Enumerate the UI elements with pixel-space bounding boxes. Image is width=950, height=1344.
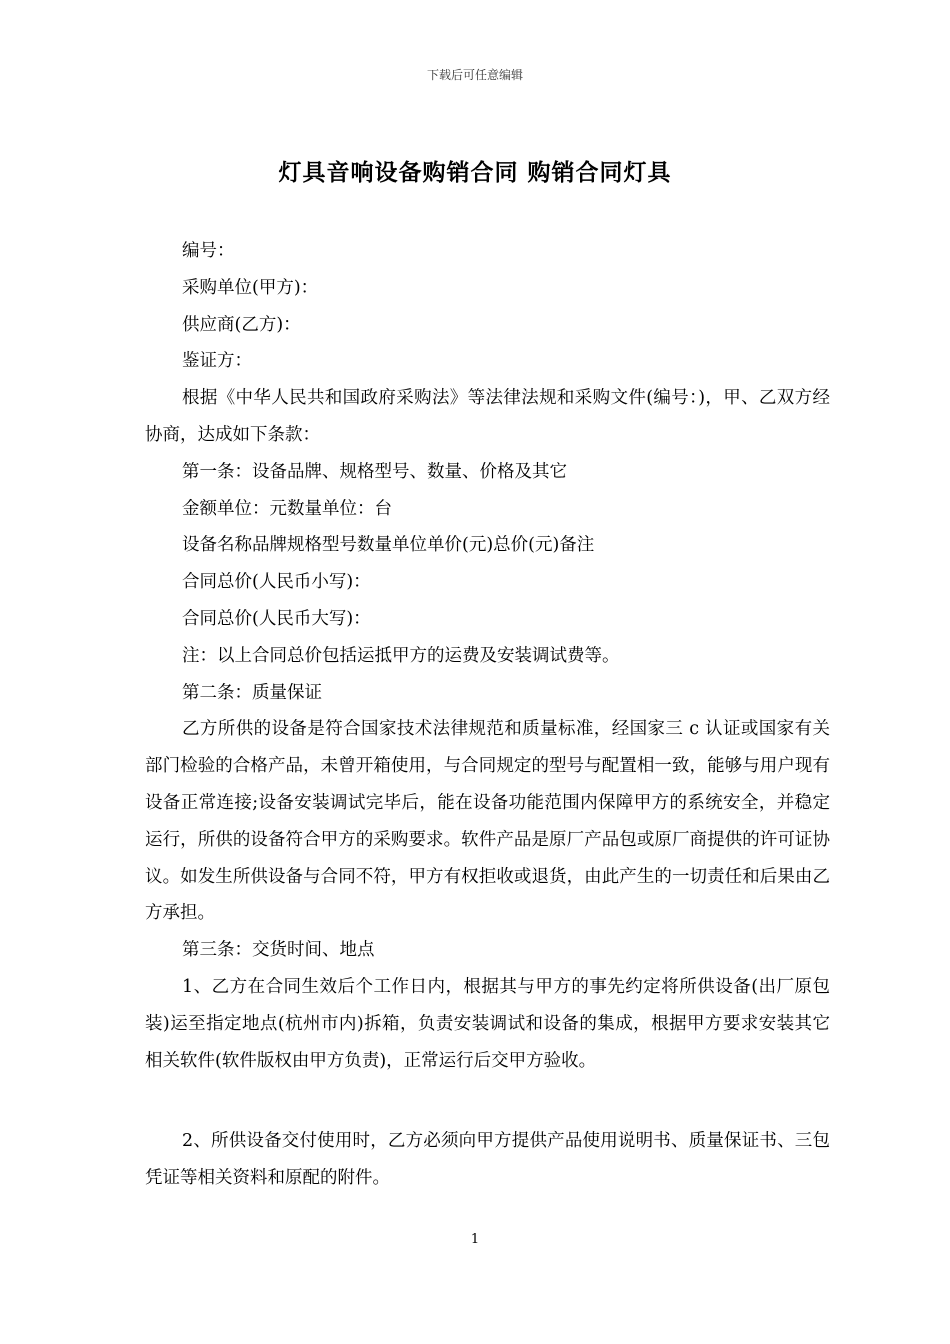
article-2-heading: 第二条：质量保证	[182, 682, 322, 703]
buyer-line: 采购单位(甲方)：	[182, 277, 319, 298]
quality-paragraph: 乙方所供的设备是符合国家技术法律规范和质量标准，经国家三 c 认证或国家有关部门检验的合格产品，未曾开箱使用，与合同规定的型号与配置相一致，能够与用户现有设备正常连接;设备安装调试完毕后，能在设备功能范围内保障甲方的系统安全，并稳定运行，所供的设备符合甲方的采购要求。软件产品是原厂产品包或原厂商提供的许可证协议。如发生所供设备与合同不符，甲方有权拒收或退货，由此产生的一切责任和后果由乙方承担。	[145, 719, 830, 924]
intro-paragraph: 根据《中华人民共和国政府采购法》等法律法规和采购文件(编号：)，甲、乙双方经协商，达成如下条款：	[145, 388, 830, 445]
page-number: 1	[470, 1232, 480, 1247]
total-lowercase-line: 合同总价(人民币小写)：	[182, 572, 371, 593]
header-note: 下载后可任意编辑	[426, 68, 523, 82]
units-line: 金额单位：元数量单位：台	[182, 498, 392, 519]
total-uppercase-line: 合同总价(人民币大写)：	[182, 608, 371, 629]
contract-number-line: 编号：	[182, 241, 235, 261]
article-1-heading: 第一条：设备品牌、规格型号、数量、价格及其它	[182, 461, 567, 482]
notary-line: 鉴证方：	[182, 351, 252, 372]
article-3-heading: 第三条：交货时间、地点	[182, 940, 375, 961]
document-title: 灯具音响设备购销合同 购销合同灯具	[278, 159, 672, 186]
columns-line: 设备名称品牌规格型号数量单位单价(元)总价(元)备注	[182, 535, 595, 556]
delivery-paragraph-1: 1、乙方在合同生效后个工作日内，根据其与甲方的事先约定将所供设备(出厂原包装)运至指定地点(杭州市内)拆箱，负责安装调试和设备的集成，根据甲方要求安装其它相关软件(软件版权由甲方负责)，正常运行后交甲方验收。	[145, 976, 830, 1071]
delivery-paragraph-2: 2、所供设备交付使用时，乙方必须向甲方提供产品使用说明书、质量保证书、三包凭证等相关资料和原配的附件。	[145, 1131, 830, 1189]
price-note: 注：以上合同总价包括运抵甲方的运费及安装调试费等。	[182, 645, 620, 666]
document-body	[145, 233, 830, 1197]
supplier-line: 供应商(乙方)：	[182, 314, 301, 335]
paragraph-gap	[145, 1079, 830, 1123]
